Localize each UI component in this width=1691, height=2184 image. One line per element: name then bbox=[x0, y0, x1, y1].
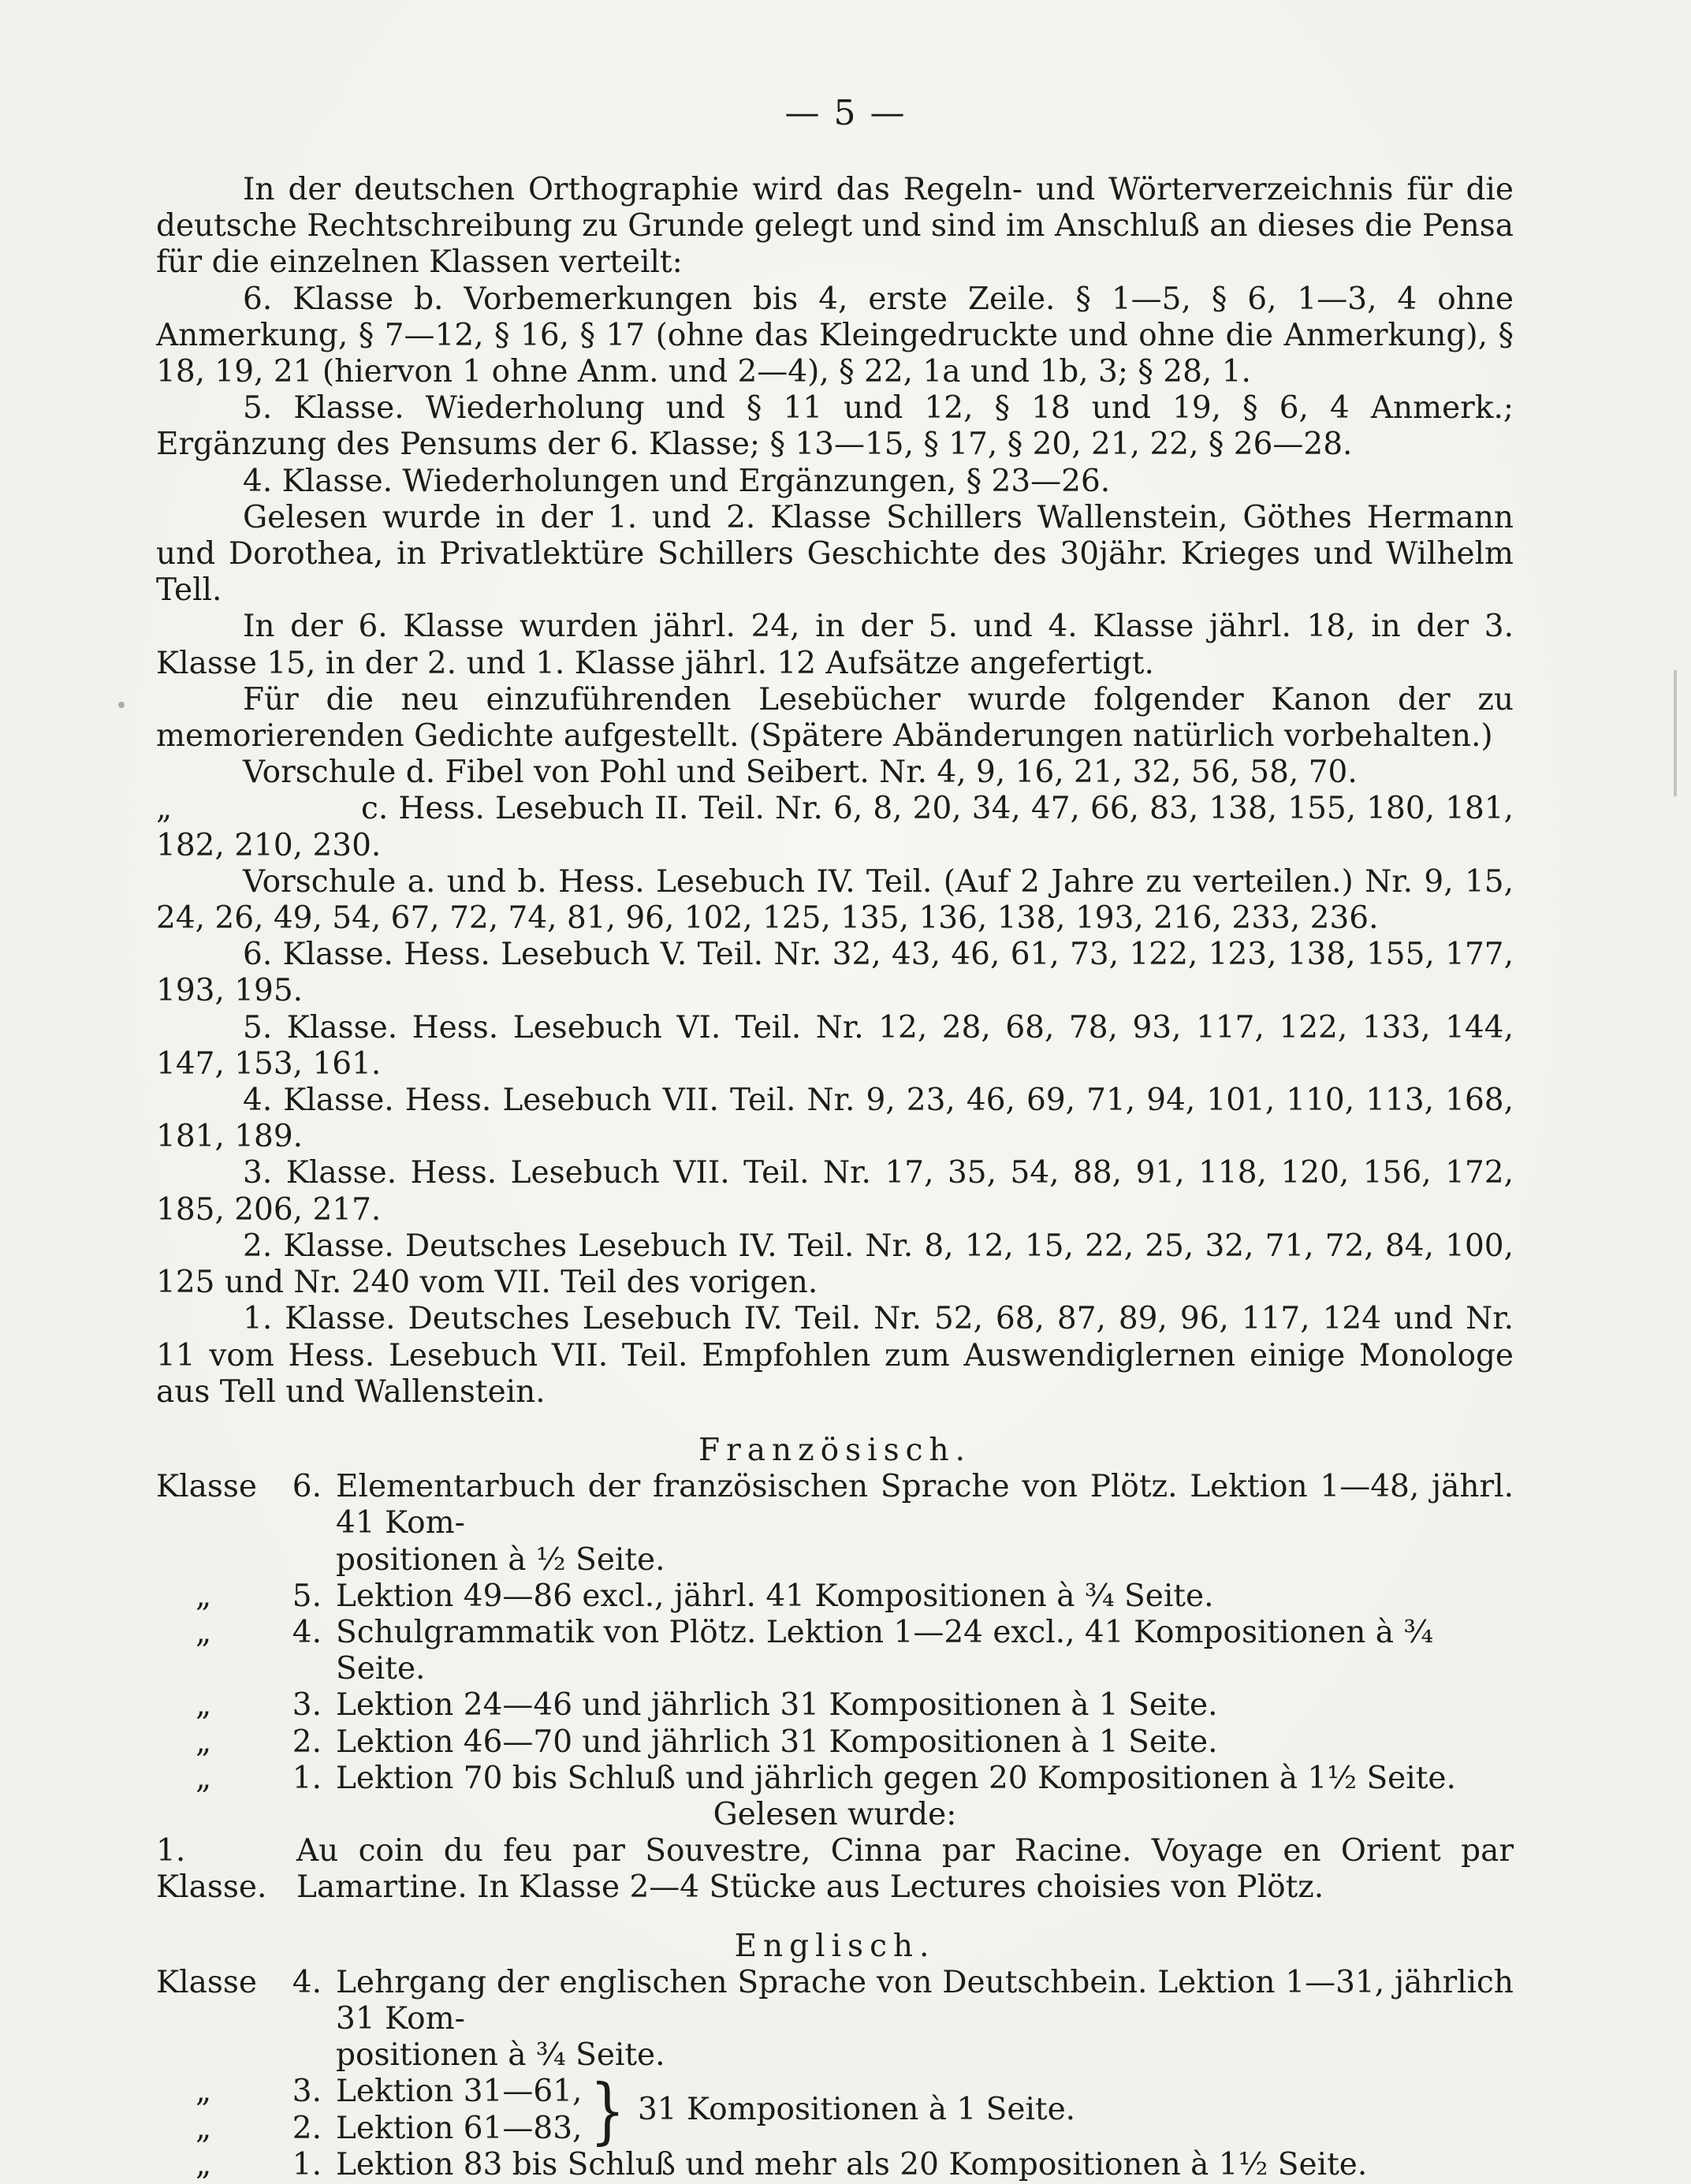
english-row-label: Klasse bbox=[156, 1964, 257, 2000]
ditto-mark: „ bbox=[196, 2146, 212, 2182]
english-row-2 bbox=[156, 2111, 582, 2147]
french-row-6 bbox=[156, 1469, 1514, 1541]
canon-vorschule-ab: Vorschule a. und b. Hess. Lesebuch IV. Teil. (Auf 2 Jahre zu verteilen.) Nr. 9, 15, 24, 26, 49, 54, 67, 72, 74, 81, 96, 102, 125, 135, 136, 138, 193, 216, 233, 236. bbox=[156, 863, 1514, 937]
french-row-2 bbox=[156, 1724, 1514, 1761]
french-row-text: Lektion 24—46 und jährlich 31 Kompositionen à 1 Seite. bbox=[336, 1687, 1218, 1724]
reading-paragraph: Gelesen wurde in der 1. und 2. Klasse Schillers Wallenstein, Göthes Hermann und Dorothea, in Privatlektüre Schillers Geschichte des 30jähr. Krieges und Wilhelm Tell. bbox=[156, 499, 1514, 609]
canon-class-1: 1. Klasse. Deutsches Lesebuch IV. Teil. Nr. 52, 68, 87, 89, 96, 117, 124 und Nr. 11 vom Hess. Lesebuch VII. Teil. Empfohlen zum Auswendiglernen einige Monologe aus Tell und Wallenstein. bbox=[156, 1301, 1514, 1410]
french-row-text: Lektion 70 bis Schluß und jährlich gegen 20 Kompositionen à 1½ Seite. bbox=[336, 1760, 1456, 1796]
ditto-mark: „ bbox=[196, 1687, 212, 1724]
canon-class-2: 2. Klasse. Deutsches Lesebuch IV. Teil. Nr. 8, 12, 15, 22, 25, 32, 71, 72, 84, 100, 125 und Nr. 240 vom VII. Teil des vorigen. bbox=[156, 1228, 1514, 1301]
canon-class-3: 3. Klasse. Hess. Lesebuch VII. Teil. Nr. 17, 35, 54, 88, 91, 118, 120, 156, 172, 185, 206, 217. bbox=[156, 1155, 1514, 1228]
french-read-text: Au coin du feu par Souvestre, Cinna par Racine. Voyage en Orient par Lamartine. In Klasse 2—4 Stücke aus Lectures choisies von Plötz. bbox=[296, 1833, 1514, 1906]
english-row-1 bbox=[156, 2147, 1514, 2183]
orthography-class-5: 5. Klasse. Wiederholung und § 11 und 12, § 18 und 19, § 6, 4 Anmerk.; Ergänzung des Pensums der 6. Klasse; § 13—15, § 17, § 20, 21, 22, § 26—28. bbox=[156, 390, 1514, 463]
ditto-mark: „ bbox=[196, 1724, 212, 1760]
canon-vorschule-c-text: c. Hess. Lesebuch II. Teil. Nr. 6, 8, 20, 34, 47, 66, 83, 138, 155, 180, 181, 182, 210, 230. bbox=[156, 791, 1514, 863]
ditto-mark: „ bbox=[196, 2110, 212, 2146]
ditto-mark: „ bbox=[196, 2074, 212, 2110]
brace-glyph: } bbox=[590, 2068, 625, 2152]
french-read-label: 1. Klasse. bbox=[156, 1833, 267, 1906]
english-braced-rows bbox=[156, 2074, 582, 2146]
orthography-class-6b: 6. Klasse b. Vorbemerkungen bis 4, erste Zeile. § 1—5, § 6, 1—3, 4 ohne Anmerkung, § 7—12, § 16, § 17 (ohne das Kleingedruckte und ohne die Anmerkung), § 18, 19, 21 (hiervon 1 ohne Anm. und 2—4), § 22, 1a und 1b, 3; § 28, 1. bbox=[156, 281, 1514, 390]
english-row-4-continuation: positionen à ¾ Seite. bbox=[336, 2037, 665, 2074]
english-row-4 bbox=[156, 1965, 1514, 2037]
ditto-mark: „ bbox=[196, 1578, 212, 1614]
french-row-class: 5. bbox=[292, 1578, 322, 1614]
ink-speck bbox=[118, 702, 125, 708]
canon-intro-paragraph: Für die neu einzuführenden Lesebücher wurde folgender Kanon der zu memorierenden Gedichte aufgestellt. (Spätere Abänderungen natürlich vorbehalten.) bbox=[156, 681, 1514, 755]
english-row-text: Lektion 83 bis Schluß und mehr als 20 Kompositionen à 1½ Seite. bbox=[336, 2146, 1368, 2182]
french-row-4 bbox=[156, 1615, 1514, 1687]
section-heading-french: Französisch. bbox=[698, 1432, 971, 1468]
french-row-1 bbox=[156, 1761, 1514, 1797]
english-row-class: 1. bbox=[292, 2146, 322, 2182]
page-body bbox=[156, 172, 1514, 2183]
french-row-5 bbox=[156, 1578, 1514, 1615]
english-braced-note: 31 Kompositionen à 1 Seite. bbox=[637, 2092, 1076, 2128]
french-row-label: Klasse bbox=[156, 1469, 257, 1505]
english-row-class: 3. bbox=[292, 2074, 322, 2110]
french-read-row bbox=[156, 1833, 1514, 1906]
french-row-3 bbox=[156, 1687, 1514, 1724]
canon-class-6: 6. Klasse. Hess. Lesebuch V. Teil. Nr. 32, 43, 46, 61, 73, 122, 123, 138, 155, 177, 193, 195. bbox=[156, 937, 1514, 1009]
french-row-text: Elementarbuch der französischen Sprache von Plötz. Lektion 1—48, jährl. 41 Kom- bbox=[336, 1469, 1514, 1541]
french-row-class: 3. bbox=[292, 1687, 322, 1724]
canon-class-4: 4. Klasse. Hess. Lesebuch VII. Teil. Nr. 9, 23, 46, 69, 71, 94, 101, 110, 113, 168, 181, 189. bbox=[156, 1083, 1514, 1155]
french-row-text: Lektion 49—86 excl., jährl. 41 Kompositionen à ¾ Seite. bbox=[336, 1578, 1214, 1614]
essays-paragraph: In der 6. Klasse wurden jährl. 24, in der 5. und 4. Klasse jährl. 18, in der 3. Klasse 15, in der 2. und 1. Klasse jährl. 12 Aufsätze angefertigt. bbox=[156, 609, 1514, 681]
canon-vorschule-d: Vorschule d. Fibel von Pohl und Seibert. Nr. 4, 9, 16, 21, 32, 56, 58, 70. bbox=[243, 755, 1358, 791]
french-row-text: Schulgrammatik von Plötz. Lektion 1—24 excl., 41 Kompositionen à ¾ Seite. bbox=[336, 1614, 1434, 1687]
paragraph-orthography: In der deutschen Orthographie wird das Regeln- und Wörterverzeichnis für die deutsche Rechtschreibung zu Grunde gelegt und sind im Anschluß an dieses die Pensa für die einzelnen Klassen verteilt: bbox=[156, 172, 1514, 281]
english-row-text: Lehrgang der englischen Sprache von Deutschbein. Lektion 1—31, jährlich 31 Kom- bbox=[336, 1964, 1514, 2037]
french-row-class: 4. bbox=[292, 1614, 322, 1650]
page-edge-mark bbox=[1674, 670, 1677, 796]
french-row-class: 6. bbox=[292, 1469, 322, 1505]
english-brace-group bbox=[156, 2068, 1514, 2152]
english-row-class: 2. bbox=[292, 2110, 322, 2146]
section-heading-english: Englisch. bbox=[734, 1928, 936, 1964]
french-row-text: Lektion 46—70 und jährlich 31 Kompositionen à 1 Seite. bbox=[336, 1724, 1218, 1760]
canon-class-5: 5. Klasse. Hess. Lesebuch VI. Teil. Nr. 12, 28, 68, 78, 93, 117, 122, 133, 144, 147, 153, 161. bbox=[156, 1009, 1514, 1082]
french-row-class: 1. bbox=[292, 1760, 322, 1796]
french-row-6-continuation: positionen à ½ Seite. bbox=[336, 1541, 665, 1578]
english-row-class: 4. bbox=[292, 1964, 322, 2000]
ditto-mark: „ bbox=[196, 1760, 212, 1796]
orthography-class-4: 4. Klasse. Wiederholungen und Ergänzungen, § 23—26. bbox=[243, 463, 1111, 499]
english-row-3 bbox=[156, 2074, 582, 2110]
ditto-mark: „ bbox=[156, 791, 173, 827]
canon-vorschule-c bbox=[156, 791, 1514, 863]
page-number: — 5 — bbox=[784, 93, 907, 133]
french-row-class: 2. bbox=[292, 1724, 322, 1760]
french-read-heading: Gelesen wurde: bbox=[713, 1796, 957, 1832]
english-row-text: Lektion 61—83, bbox=[336, 2110, 583, 2146]
english-row-text: Lektion 31—61, bbox=[336, 2074, 583, 2110]
ditto-mark: „ bbox=[196, 1614, 212, 1650]
